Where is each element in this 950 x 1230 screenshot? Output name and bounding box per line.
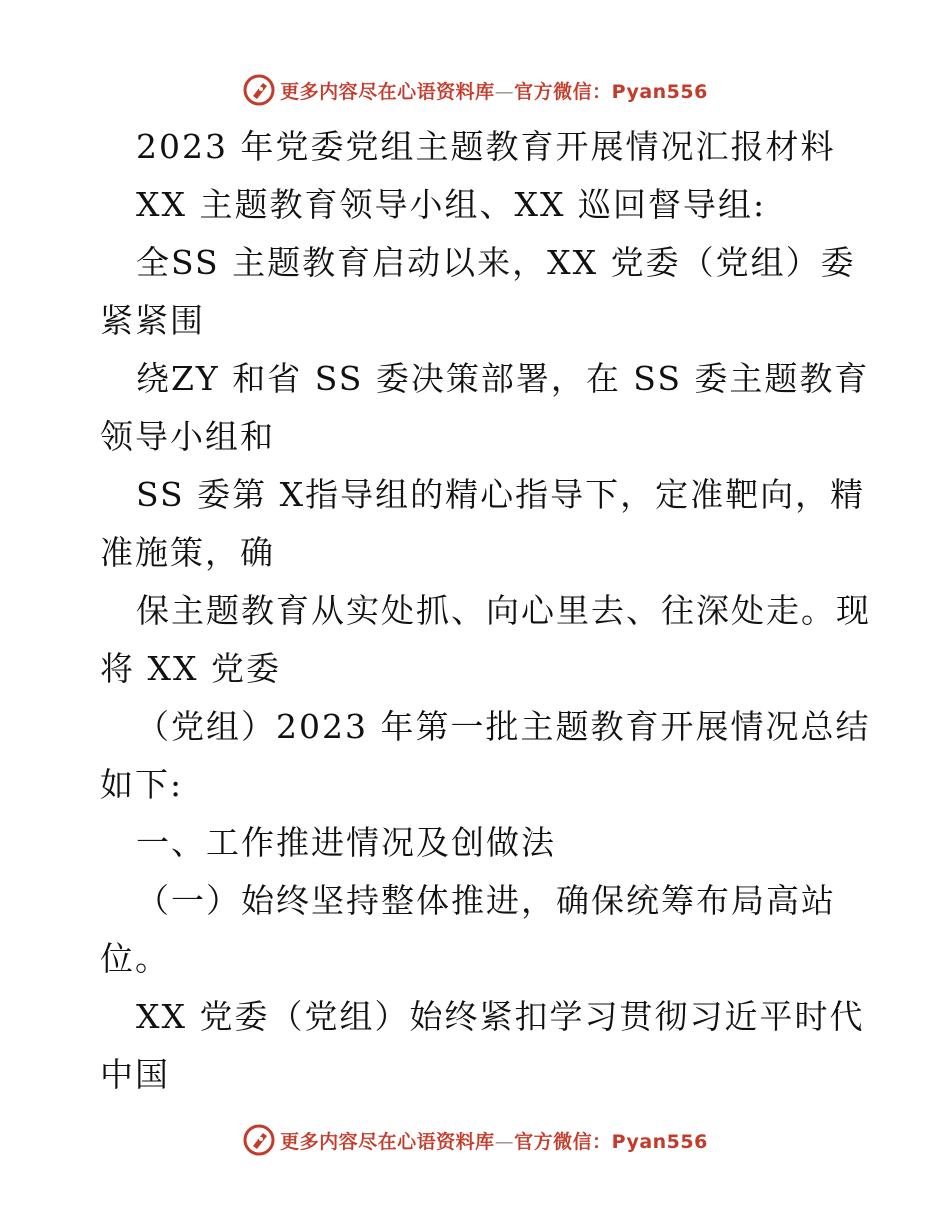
watermark-banner-bottom (0, 1120, 950, 1160)
text-line: 领导小组和 (100, 417, 275, 456)
document-body (100, 118, 871, 1104)
text-line: 一、工作推进情况及创做法 (136, 823, 556, 862)
text-line: 位。 (100, 939, 170, 978)
watermark-text: 更多内容尽在心语资料库—官方微信：Pyan556 (280, 80, 708, 103)
text-line: 准施策，确 (100, 533, 275, 572)
text-line: （党组）2023 年第一批主题教育开展情况总结 (136, 707, 871, 746)
text-line: 2023 年党委党组主题教育开展情况汇报材料 (136, 127, 836, 166)
text-line: XX 党委（党组）始终紧扣学习贯彻习近平时代 (136, 997, 865, 1036)
text-line: 中国 (100, 1055, 170, 1094)
text-line: 如下: (100, 765, 184, 804)
text-line: 将 XX 党委 (100, 649, 281, 688)
text-line: 全SS 主题教育启动以来，XX 党委（党组）委 (136, 243, 856, 282)
watermark-banner-top (0, 70, 950, 110)
text-line: XX 主题教育领导小组、XX 巡回督导组: (136, 185, 767, 224)
watermark-text: 更多内容尽在心语资料库—官方微信：Pyan556 (280, 1130, 708, 1153)
text-line: （一）始终坚持整体推进，确保统筹布局高站 (136, 881, 836, 920)
text-line: SS 委第 X指导组的精心指导下，定准靶向，精 (136, 475, 866, 514)
text-line: 绕ZY 和省 SS 委决策部署，在 SS 委主题教育 (136, 359, 870, 398)
pen-nib-logo-icon (242, 73, 276, 107)
text-line: 保主题教育从实处抓、向心里去、往深处走。现 (136, 591, 871, 630)
pen-nib-logo-icon (242, 1123, 276, 1157)
text-line: 紧紧围 (100, 301, 205, 340)
